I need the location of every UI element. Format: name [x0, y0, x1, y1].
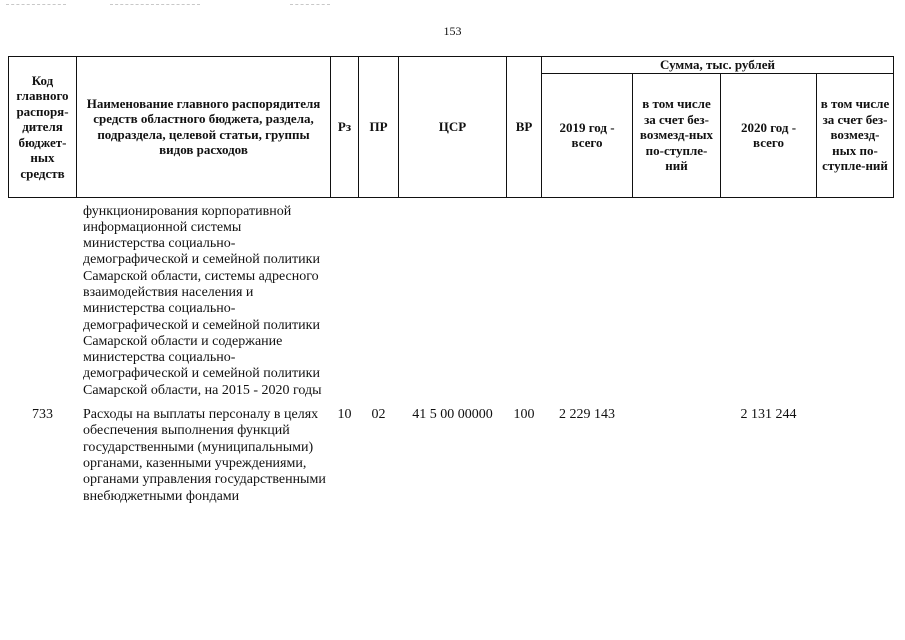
cell-rz: [331, 197, 359, 399]
header-2020-total: 2020 год - всего: [721, 73, 817, 197]
header-pr: ПР: [359, 57, 399, 198]
cell-csr: [399, 197, 507, 399]
header-name: Наименование главного распорядителя средств областного бюджета, раздела, подраздела, целевой статьи, группы видов расходов: [77, 57, 331, 198]
scan-artifact: [290, 4, 330, 6]
cell-csr: 41 5 00 00000: [412, 407, 493, 423]
header-2019-total: 2019 год - всего: [542, 73, 633, 197]
cell-name: функционирования корпоративной информационной системы министерства социально-демографической и семейной политики Самарской области, системы адресного взаимодействия населения и министерства социально-демографической и семейной политики Самарской области и содержание министерства социально-демографической и семейной политики Самарской области, на 2015 - 2020 годы: [83, 203, 322, 398]
header-2020-free: в том числе за счет без-возмезд-ных по-ступле-ний: [817, 73, 894, 197]
table-header: [9, 57, 894, 198]
budget-table: [8, 56, 894, 505]
cell-code: [9, 197, 77, 399]
cell-sum-2019: [542, 197, 633, 399]
cell-pr: 02: [371, 407, 386, 423]
header-2019-free: в том числе за счет без-возмезд-ных по-ступле-ний: [633, 73, 721, 197]
cell-sum-2020: [721, 197, 817, 399]
cell-free-2019: [633, 399, 721, 505]
cell-rz: 10: [337, 407, 352, 423]
scan-artifact: [6, 4, 66, 6]
cell-sum-2020: 2 131 244: [740, 407, 797, 423]
header-code: Код главного распоря-дителя бюджет-ных средств: [9, 57, 77, 198]
scan-artifact: [110, 4, 200, 6]
cell-pr: [359, 197, 399, 399]
cell-vr: 100: [513, 407, 535, 423]
header-rz: Рз: [331, 57, 359, 198]
table-row: [9, 197, 894, 399]
page-number: 153: [443, 24, 462, 38]
cell-name: Расходы на выплаты персоналу в целях обеспечения выполнения функций государственными (муниципальными) органами, казенными учреждениями, органами управления государственными внебюджетными фондами: [83, 407, 326, 504]
cell-vr: [507, 197, 542, 399]
cell-code: 733: [32, 407, 53, 423]
cell-free-2019: [633, 197, 721, 399]
table-row: [9, 399, 894, 505]
header-csr: ЦСР: [399, 57, 507, 198]
header-sum: Сумма, тыс. рублей: [542, 57, 894, 74]
cell-free-2020: [817, 197, 894, 399]
cell-sum-2019: 2 229 143: [559, 407, 615, 423]
cell-free-2020: [817, 399, 894, 505]
header-vr: ВР: [507, 57, 542, 198]
